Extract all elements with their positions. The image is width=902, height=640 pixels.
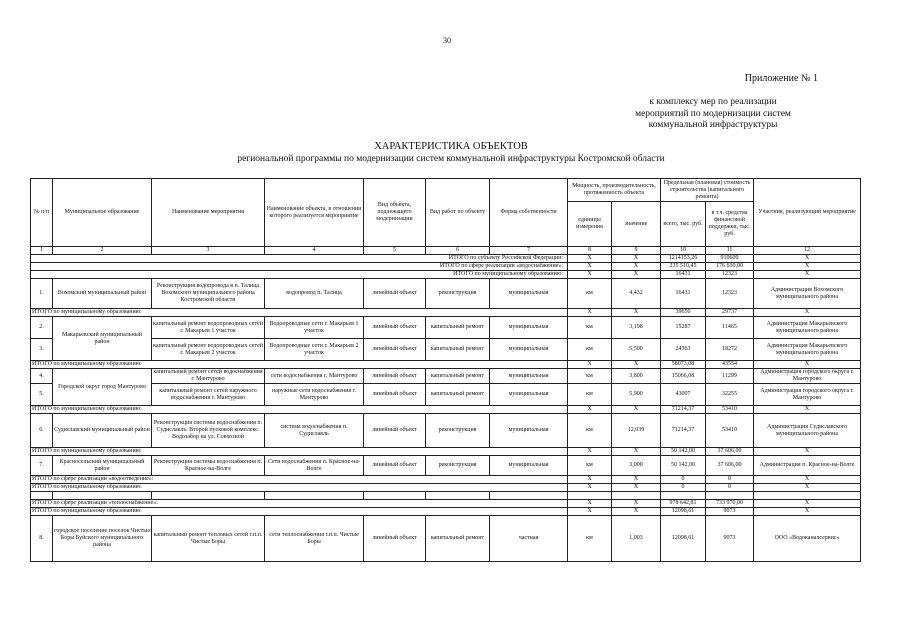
total-cell: Х (612, 484, 661, 492)
header-participant: Участник, реализующий мероприятие (754, 179, 861, 247)
participant-cell: Администрация п. Красное-на-Волге (754, 456, 861, 476)
total-cell: Х (612, 500, 661, 508)
total-cost-cell: 16431 (661, 279, 706, 309)
work-type-cell: капитальный ремонт (426, 384, 490, 406)
participant-cell: ООО «Водоканалсервис» (754, 516, 861, 562)
total-cost-cell: 12098,61 (661, 516, 706, 562)
header-total: всего, тыс. руб. (661, 202, 706, 247)
total-cell: 910600 (706, 255, 754, 263)
total-cell: Х (612, 361, 661, 369)
total-cell: Х (754, 361, 861, 369)
object-type-cell: линейный объект (364, 279, 426, 309)
object-row (31, 414, 861, 448)
total-cost-cell: 71214,37 (661, 414, 706, 448)
total-cell: 16431 (661, 271, 706, 279)
blank-cell (152, 492, 265, 500)
total-cell: Х (612, 263, 661, 271)
total-cell: Х (612, 508, 661, 516)
header-measure: Наименование мероприятия (152, 179, 265, 247)
total-cell: Х (568, 448, 612, 456)
blank-row (31, 492, 861, 500)
total-cost-cell: 15066,08 (661, 369, 706, 384)
header-object: Наименование объекта, в отношении которого реализуется мероприятие (265, 179, 364, 247)
municipality-cell: Макарьевский муниципальный район (53, 317, 152, 361)
total-cell: Х (612, 309, 661, 317)
value-cell: 3,800 (612, 369, 661, 384)
support-cell: 11299 (706, 369, 754, 384)
header-value: значение (612, 202, 661, 247)
header-cost: Предельная (плановая) стоимость строительства (капитального ремонта) (661, 179, 754, 202)
total-label: ИТОГО по муниципальному образованию: (31, 309, 568, 317)
total-cell: 0 (706, 476, 754, 484)
blank-cell (426, 492, 490, 500)
support-cell: 11465 (706, 317, 754, 339)
total-cell: 37 606,00 (706, 448, 754, 456)
total-cell: 12098,61 (661, 508, 706, 516)
col-number: 6 (426, 247, 490, 255)
row-number: 2. (31, 317, 53, 339)
header-num: № п/п (31, 179, 53, 247)
total-cell: 0 (661, 484, 706, 492)
col-number: 12 (754, 247, 861, 255)
object-type-cell: линейный объект (364, 414, 426, 448)
work-type-cell: капитальный ремонт (426, 369, 490, 384)
title-line-1: ХАРАКТЕРИСТИКА ОБЪЕКТОВ (374, 141, 528, 152)
total-row (31, 309, 861, 317)
header-incl: в т.ч. средства финансовой поддержки, тыс. руб. (706, 202, 754, 247)
municipality-cell: Судиславский муниципальный район (53, 414, 152, 448)
blank-cell (706, 492, 754, 500)
total-cell: Х (754, 508, 861, 516)
blank-cell (661, 492, 706, 500)
header-units: единицы измерения (568, 202, 612, 247)
participant-cell: Администрация городского округа г. Мантурово (754, 369, 861, 384)
total-cost-cell: 24363 (661, 339, 706, 361)
total-cell: 71214,37 (661, 406, 706, 414)
object-row (31, 369, 861, 384)
measure-cell: капитальный ремонт сетей наружного водоснабжения г. Мантурово (152, 384, 265, 406)
blank-cell (265, 492, 364, 500)
blank-cell (490, 492, 568, 500)
unit-cell: км (568, 456, 612, 476)
total-cell: 733 970,00 (706, 500, 754, 508)
total-cell: Х (612, 271, 661, 279)
object-cell: Водопроводные сети г. Макарьев 2 участок (265, 339, 364, 361)
object-row (31, 317, 861, 339)
support-cell: 18272 (706, 339, 754, 361)
object-type-cell: линейный объект (364, 384, 426, 406)
total-cost-cell: 50 142,00 (661, 456, 706, 476)
objects-table (30, 178, 861, 562)
header-object-type: Вид объекта, подлежащего модернизации (364, 179, 426, 247)
document-title (0, 141, 902, 165)
col-number: 7 (490, 247, 568, 255)
municipality-cell: Красносельский муниципальный район (53, 456, 152, 476)
object-type-cell: линейный объект (364, 456, 426, 476)
total-label: ИТОГО по муниципальному образованию: (31, 484, 568, 492)
measure-cell: Реконструкция системы водоснабжения п. Судиславль. Второй пусковой комплекс. Водозабор на ул. Совхозной (152, 414, 265, 448)
municipality-cell: Городской округ город Мантурово (53, 369, 152, 406)
work-type-cell: капитальный ремонт (426, 516, 490, 562)
measure-cell: Реконструкция системы водоснабжения п. Красное-на-Волге (152, 456, 265, 476)
total-cell: Х (612, 476, 661, 484)
blank-cell (568, 492, 612, 500)
total-row (31, 484, 861, 492)
object-row (31, 384, 861, 406)
unit-cell: км (568, 369, 612, 384)
participant-cell: Администрация городского округа г. Мантурово (754, 384, 861, 406)
ownership-cell: муниципальная (490, 339, 568, 361)
col-number: 1 (31, 247, 53, 255)
unit-cell: км (568, 317, 612, 339)
value-cell: 1,003 (612, 516, 661, 562)
total-cell: Х (568, 508, 612, 516)
blank-cell (612, 492, 661, 500)
row-number: 6. (31, 414, 53, 448)
total-row (31, 255, 861, 263)
ownership-cell: муниципальная (490, 414, 568, 448)
total-cell: 39650 (661, 309, 706, 317)
ownership-cell: частная (490, 516, 568, 562)
total-cell: 978 642,81 (661, 500, 706, 508)
total-cell: Х (568, 484, 612, 492)
col-number: 9 (612, 247, 661, 255)
total-label: ИТОГО по сфере реализации «водоотведение»: (31, 476, 568, 484)
object-row (31, 339, 861, 361)
total-cell: 43554 (706, 361, 754, 369)
col-number: 10 (661, 247, 706, 255)
total-row (31, 476, 861, 484)
unit-cell: км (568, 339, 612, 361)
total-cell: Х (568, 406, 612, 414)
object-cell: водопровод п. Талица (265, 279, 364, 309)
total-cell: Х (568, 500, 612, 508)
value-cell: 5,500 (612, 339, 661, 361)
blank-cell (364, 492, 426, 500)
object-cell: Сети водоснабжения п. Красное-на-Волге (265, 456, 364, 476)
measure-cell: капитальный ремонт водопроводных сетей г. Макарьев 1 участок (152, 317, 265, 339)
total-cell: Х (754, 406, 861, 414)
total-cell: Х (568, 255, 612, 263)
total-row (31, 263, 861, 271)
col-number: 8 (568, 247, 612, 255)
total-label: ИТОГО по сфере реализации «теплоснабжение»: (31, 500, 568, 508)
col-number: 3 (152, 247, 265, 255)
appendix-label: Приложение № 1 (744, 73, 818, 84)
total-cell: 53410 (706, 406, 754, 414)
object-row (31, 516, 861, 562)
unit-cell: км (568, 279, 612, 309)
total-cell: Х (754, 476, 861, 484)
measure-cell: капитальный ремонт водопроводных сетей г. Макарьев 2 участок (152, 339, 265, 361)
measure-cell: капитальный ремонт тепловых сетей г.п.п. Чистые Боры (152, 516, 265, 562)
object-row (31, 456, 861, 476)
total-label: ИТОГО по субъекту Российской Федерации: (31, 255, 568, 263)
support-cell: 53410 (706, 414, 754, 448)
total-cell: Х (754, 500, 861, 508)
total-cell: Х (568, 476, 612, 484)
blank-cell (53, 492, 152, 500)
total-label: ИТОГО по муниципальному образованию: (31, 406, 568, 414)
support-cell: 9073 (706, 516, 754, 562)
row-number: 1. (31, 279, 53, 309)
row-number: 7. (31, 456, 53, 476)
ownership-cell: муниципальная (490, 279, 568, 309)
total-cell: 29737 (706, 309, 754, 317)
total-cell: 58073,08 (661, 361, 706, 369)
object-type-cell: линейный объект (364, 369, 426, 384)
total-cell: 9073 (706, 508, 754, 516)
object-type-cell: линейный объект (364, 317, 426, 339)
measure-cell: Реконструкция водопровода в п. Талица Вохомского муниципального района Костромской области (152, 279, 265, 309)
object-cell: сети водоснабжения г. Мантурово (265, 369, 364, 384)
ownership-cell: муниципальная (490, 384, 568, 406)
total-cost-cell: 15287 (661, 317, 706, 339)
total-cell: Х (754, 448, 861, 456)
participant-cell: Администрация Макарьевского муниципального района (754, 339, 861, 361)
appendix-subtitle-line: мероприятий по модернизации систем (635, 108, 791, 119)
participant-cell: Администрация Макарьевского муниципального района (754, 317, 861, 339)
total-cell: Х (612, 255, 661, 263)
total-cell: Х (568, 263, 612, 271)
unit-cell: км (568, 516, 612, 562)
header-municipality: Муниципальное образование (53, 179, 152, 247)
municipality-cell: городское поселение поселок Чистые Боры Буйского муниципального района (53, 516, 152, 562)
work-type-cell: реконструкция (426, 279, 490, 309)
support-cell: 32255 (706, 384, 754, 406)
total-cell: 176 630,00 (706, 263, 754, 271)
value-cell: 4,432 (612, 279, 661, 309)
col-number: 2 (53, 247, 152, 255)
object-type-cell: линейный объект (364, 339, 426, 361)
total-row (31, 361, 861, 369)
total-label: ИТОГО по сфере реализации «водоснабжение»: (31, 263, 568, 271)
total-label: ИТОГО по муниципальному образованию: (31, 271, 568, 279)
appendix-subtitle-line: к комплексу мер по реализации (649, 97, 777, 107)
total-label: ИТОГО по муниципальному образованию: (31, 508, 568, 516)
header-ownership: Форма собственности (490, 179, 568, 247)
col-number: 11 (706, 247, 754, 255)
support-cell: 37 606,00 (706, 456, 754, 476)
total-cell: Х (568, 271, 612, 279)
total-label: ИТОГО по муниципальному образованию: (31, 361, 568, 369)
total-cell: 1214153,26 (661, 255, 706, 263)
total-cell: Х (754, 255, 861, 263)
participant-cell: Администрация Судиславского муниципального района (754, 414, 861, 448)
page-number: 30 (443, 36, 451, 45)
total-cell: Х (754, 484, 861, 492)
appendix-subtitle (608, 97, 818, 132)
object-type-cell: линейный объект (364, 516, 426, 562)
total-label: ИТОГО по муниципальному образованию: (31, 448, 568, 456)
total-cell: 50 142,00 (661, 448, 706, 456)
value-cell: 5,900 (612, 384, 661, 406)
unit-cell: км (568, 384, 612, 406)
total-cell: 0 (706, 484, 754, 492)
municipality-cell: Вохомский муниципальный район (53, 279, 152, 309)
header-work-type: Вид работ по объекту (426, 179, 490, 247)
total-cell: 235 510,45 (661, 263, 706, 271)
object-cell: наружные сети водоснабжения г. Мантурово (265, 384, 364, 406)
object-cell: система водоснабжения п. Судиславль (265, 414, 364, 448)
blank-cell (754, 492, 861, 500)
total-cell: Х (754, 271, 861, 279)
row-number: 4. (31, 369, 53, 384)
measure-cell: капитальный ремонт сетей водоснабжения г. Мантурово (153, 369, 263, 382)
participant-cell: Администрация Вохомского муниципального района (754, 279, 861, 309)
total-cell: 0 (661, 476, 706, 484)
column-numbers-row (31, 247, 861, 255)
object-cell: Водопроводные сети г. Макарьев 1 участок (265, 317, 364, 339)
total-cell: Х (754, 263, 861, 271)
header-capacity: Мощность, производительность, протяженность объекта (568, 179, 661, 202)
col-number: 5 (364, 247, 426, 255)
total-cell: Х (754, 309, 861, 317)
total-row (31, 500, 861, 508)
appendix-subtitle-line: коммунальной инфраструктуры (648, 120, 778, 130)
row-number: 3. (31, 339, 53, 361)
row-number: 8. (31, 516, 53, 562)
total-cell: Х (612, 406, 661, 414)
ownership-cell: муниципальная (490, 317, 568, 339)
row-number: 5. (31, 384, 53, 406)
value-cell: 3,000 (612, 456, 661, 476)
unit-cell: км (568, 414, 612, 448)
object-row (31, 279, 861, 309)
value-cell: 12,039 (612, 414, 661, 448)
title-line-2: региональной программы по модернизации систем коммунальной инфраструктуры Костромской области (237, 154, 665, 164)
col-number: 4 (265, 247, 364, 255)
total-row (31, 271, 861, 279)
work-type-cell: капитальный ремонт (426, 339, 490, 361)
ownership-cell: муниципальная (490, 456, 568, 476)
work-type-cell: реконструкция (426, 456, 490, 476)
total-cell: Х (568, 309, 612, 317)
support-cell: 12323 (706, 279, 754, 309)
work-type-cell: реконструкция (426, 414, 490, 448)
object-cell: сети теплоснабжения г.п.п. Чистые Боры (265, 516, 364, 562)
total-cell: Х (568, 361, 612, 369)
ownership-cell: муниципальная (490, 369, 568, 384)
total-row (31, 448, 861, 456)
work-type-cell: капитальный ремонт (426, 317, 490, 339)
total-cell: 12323 (706, 271, 754, 279)
total-row (31, 406, 861, 414)
blank-cell (31, 492, 53, 500)
value-cell: 3,198 (612, 317, 661, 339)
total-cell: Х (612, 448, 661, 456)
total-cost-cell: 43007 (661, 384, 706, 406)
total-row (31, 508, 861, 516)
